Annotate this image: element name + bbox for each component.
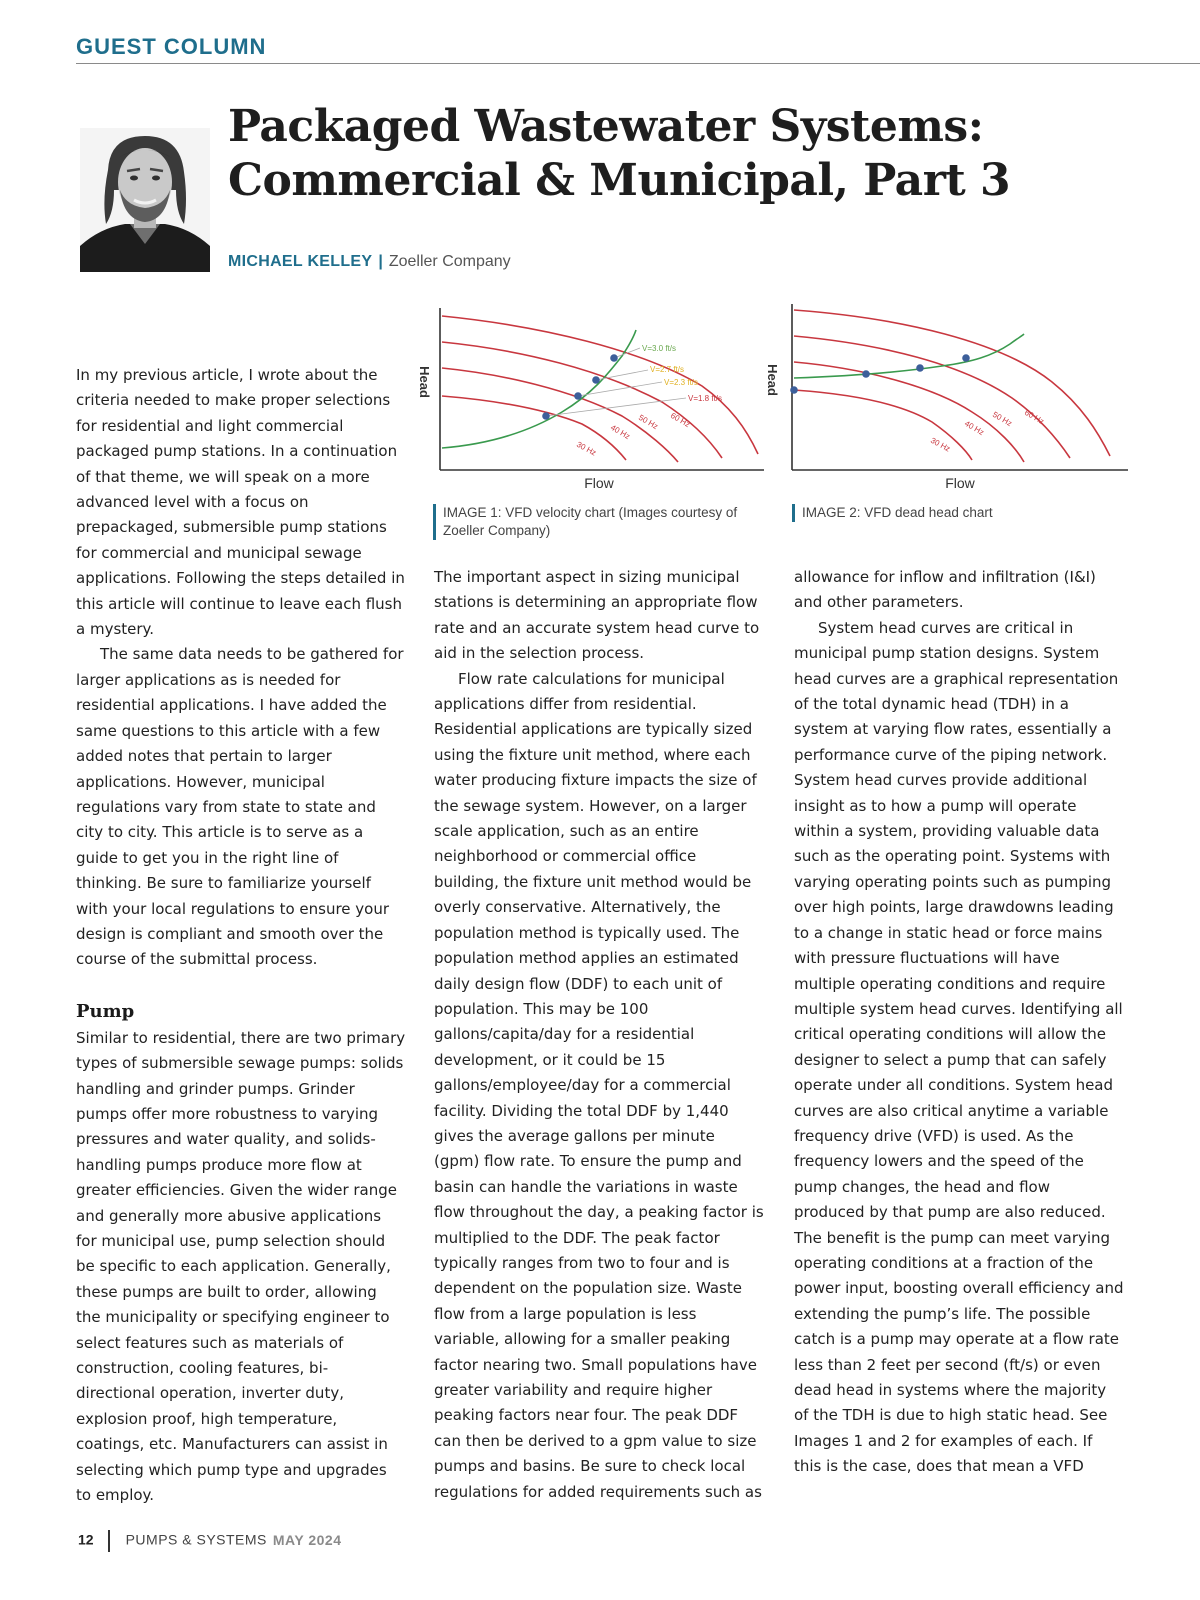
- velocity-leader: [578, 382, 662, 396]
- section-heading-pump: Pump: [76, 1000, 135, 1022]
- paragraph: Flow rate calculations for municipal applications differ from residential. Residential applications are typically sized using the fixture unit method, where each water producing fixture impacts the size of the sewage system. However, on a larger scale application, such as an entire neighborhood or commercial office building, the fixture unit method would be overly conservative. Alternatively, the population method is typically used. The population method applies an estimated daily design flow (DDF) to each unit of population. This may be 100 gallons/capita/day for a residential development, or it could be 15 gallons/employee/day for a commercial facility. Dividing the total DDF by 1,440 gives the average gallons per minute (gpm) flow rate. To ensure the pump and basin can handle the variations in waste flow throughout the day, a peaking factor is multiplied to the DDF. The peak factor typically ranges from two to four and is dependent on the population size. Waste flow from a large population is less variable, allowing for a smaller peaking factor nearing two. Small populations have greater variability and require higher peaking factors near four. The peak DDF can then be derived to a gpm value to size pumps and basins. Be sure to check local regulations for added requirements such as: [434, 669, 764, 1501]
- curve-label-40hz: 40 Hz: [963, 418, 986, 438]
- operating-point: [862, 370, 870, 378]
- title-line-1: Packaged Wastewater Systems:: [228, 101, 984, 152]
- figure-2-caption: IMAGE 2: VFD dead head chart: [792, 504, 1102, 522]
- y-axis-label: Head: [417, 366, 432, 398]
- figure-2-vfd-dead-head-chart: [765, 298, 1132, 494]
- footer-divider: [108, 1530, 110, 1552]
- velocity-label-1-8: V=1.8 ft/s: [688, 394, 723, 403]
- article-column-2: [434, 565, 764, 1505]
- curve-label-60hz: 60 Hz: [669, 410, 692, 430]
- paragraph: allowance for inflow and infiltration (I&I) and other parameters.: [794, 568, 1096, 612]
- title-line-2: Commercial & Municipal, Part 3: [228, 155, 1011, 206]
- article-column-1: [76, 363, 406, 1508]
- section-label: GUEST COLUMN: [76, 34, 267, 59]
- paragraph: Similar to residential, there are two primary types of submersible sewage pumps: solids handling and grinder pumps. Grinder pumps offer more robustness to varying pressures and water quality, and solids-handling pumps produce more flow at greater efficiencies. Given the wider range and generally more abusive applications for municipal use, pump selection should be specific to each application. Generally, these pumps are built to order, allowing the municipality or specifying engineer to select features such as materials of construction, cooling features, bi-directional operation, inverter duty, explosion proof, high temperature, coatings, etc. Manufacturers can assist in selecting which pump type and upgrades to employ.: [76, 1028, 406, 1505]
- author-company: Zoeller Company: [388, 253, 511, 270]
- operating-point: [962, 354, 970, 362]
- curve-label-50hz: 50 Hz: [991, 409, 1014, 429]
- curve-label-50hz: 50 Hz: [637, 412, 660, 432]
- author-portrait: [80, 128, 210, 272]
- velocity-label-2-7: V=2.7 ft/s: [650, 365, 685, 374]
- pump-curve-60hz: [442, 316, 758, 454]
- article-title: [228, 100, 1168, 208]
- paragraph: The same data needs to be gathered for larger applications as is needed for residential applications. I have added the same questions to this article with a few added notes that pertain to larger applications. However, municipal regulations vary from state to state and city to city. This article is to serve as a guide to get you in the right line of thinking. Be sure to familiarize yourself with your local regulations to ensure your design is compliant and smooth over the course of the submittal process.: [76, 645, 404, 969]
- article-column-3: [794, 565, 1124, 1480]
- system-curve: [442, 330, 636, 448]
- figure-1-vfd-velocity-chart: [412, 298, 768, 494]
- velocity-label-2-3: V=2.3 ft/s: [664, 378, 699, 387]
- curve-label-60hz: 60 Hz: [1023, 407, 1046, 427]
- magazine-name: PUMPS & SYSTEMS: [125, 1531, 267, 1548]
- operating-point: [790, 386, 798, 394]
- paragraph: System head curves are critical in municipal pump station designs. System head curves are a graphical representation of the total dynamic head (TDH) in a system at varying flow rates, essentially a performance curve of the piping network. System head curves provide additional insight as to how a pump will operate within a system, providing valuable data such as the operating point. Systems with varying operating points such as pumping over high points, large drawdowns leading to a change in static head or force mains with pressure fluctuations will have multiple operating conditions and require multiple system head curves. Identifying all critical operating conditions will allow the designer to select a pump that can safely operate under all conditions. System head curves are also critical anytime a variable frequency drive (VFD) is used. As the frequency lowers and the speed of the pump changes, the head and flow produced by that pump are also reduced. The benefit is the pump can meet varying operating conditions at a fraction of the power input, boosting overall efficiency and extending the pump’s life. The possible catch is a pump may operate at a flow rate less than 2 feet per second (ft/s) or even dead head in systems where the majority of the TDH is due to high static head. See Images 1 and 2 for examples of each. If this is the case, does that mean a VFD: [794, 618, 1124, 1476]
- byline-separator: |: [378, 253, 383, 270]
- curve-label-30hz: 30 Hz: [929, 435, 952, 454]
- header-rule: [76, 63, 1200, 64]
- page-footer: [78, 1530, 342, 1552]
- page-number: 12: [78, 1531, 94, 1548]
- figure-1-caption: IMAGE 1: VFD velocity chart (Images courtesy of Zoeller Company): [433, 504, 761, 540]
- paragraph: In my previous article, I wrote about the criteria needed to make proper selections for residential and light commercial packaged pump stations. In a continuation of that theme, we will speak on a more advanced level with a focus on prepackaged, submersible pump stations for commercial and municipal sewage applications. Following the steps detailed in this article will continue to leave each flush a mystery.: [76, 366, 405, 639]
- operating-point: [574, 392, 582, 400]
- y-axis-label: Head: [765, 364, 780, 396]
- curve-label-30hz: 30 Hz: [575, 439, 598, 458]
- operating-point: [542, 412, 550, 420]
- x-axis-label: Flow: [945, 475, 975, 491]
- byline: [228, 253, 511, 271]
- pump-curve-60hz: [794, 310, 1110, 456]
- author-name: MICHAEL KELLEY: [228, 253, 373, 270]
- velocity-leader: [596, 370, 648, 380]
- operating-point: [916, 364, 924, 372]
- operating-point: [592, 376, 600, 384]
- issue-date: MAY 2024: [272, 1531, 342, 1548]
- paragraph: The important aspect in sizing municipal stations is determining an appropriate flow rate and an accurate system head curve to aid in the selection process.: [434, 568, 760, 663]
- curve-label-40hz: 40 Hz: [609, 422, 632, 442]
- operating-point: [610, 354, 618, 362]
- velocity-label-3-0: V=3.0 ft/s: [642, 344, 677, 353]
- x-axis-label: Flow: [584, 475, 614, 491]
